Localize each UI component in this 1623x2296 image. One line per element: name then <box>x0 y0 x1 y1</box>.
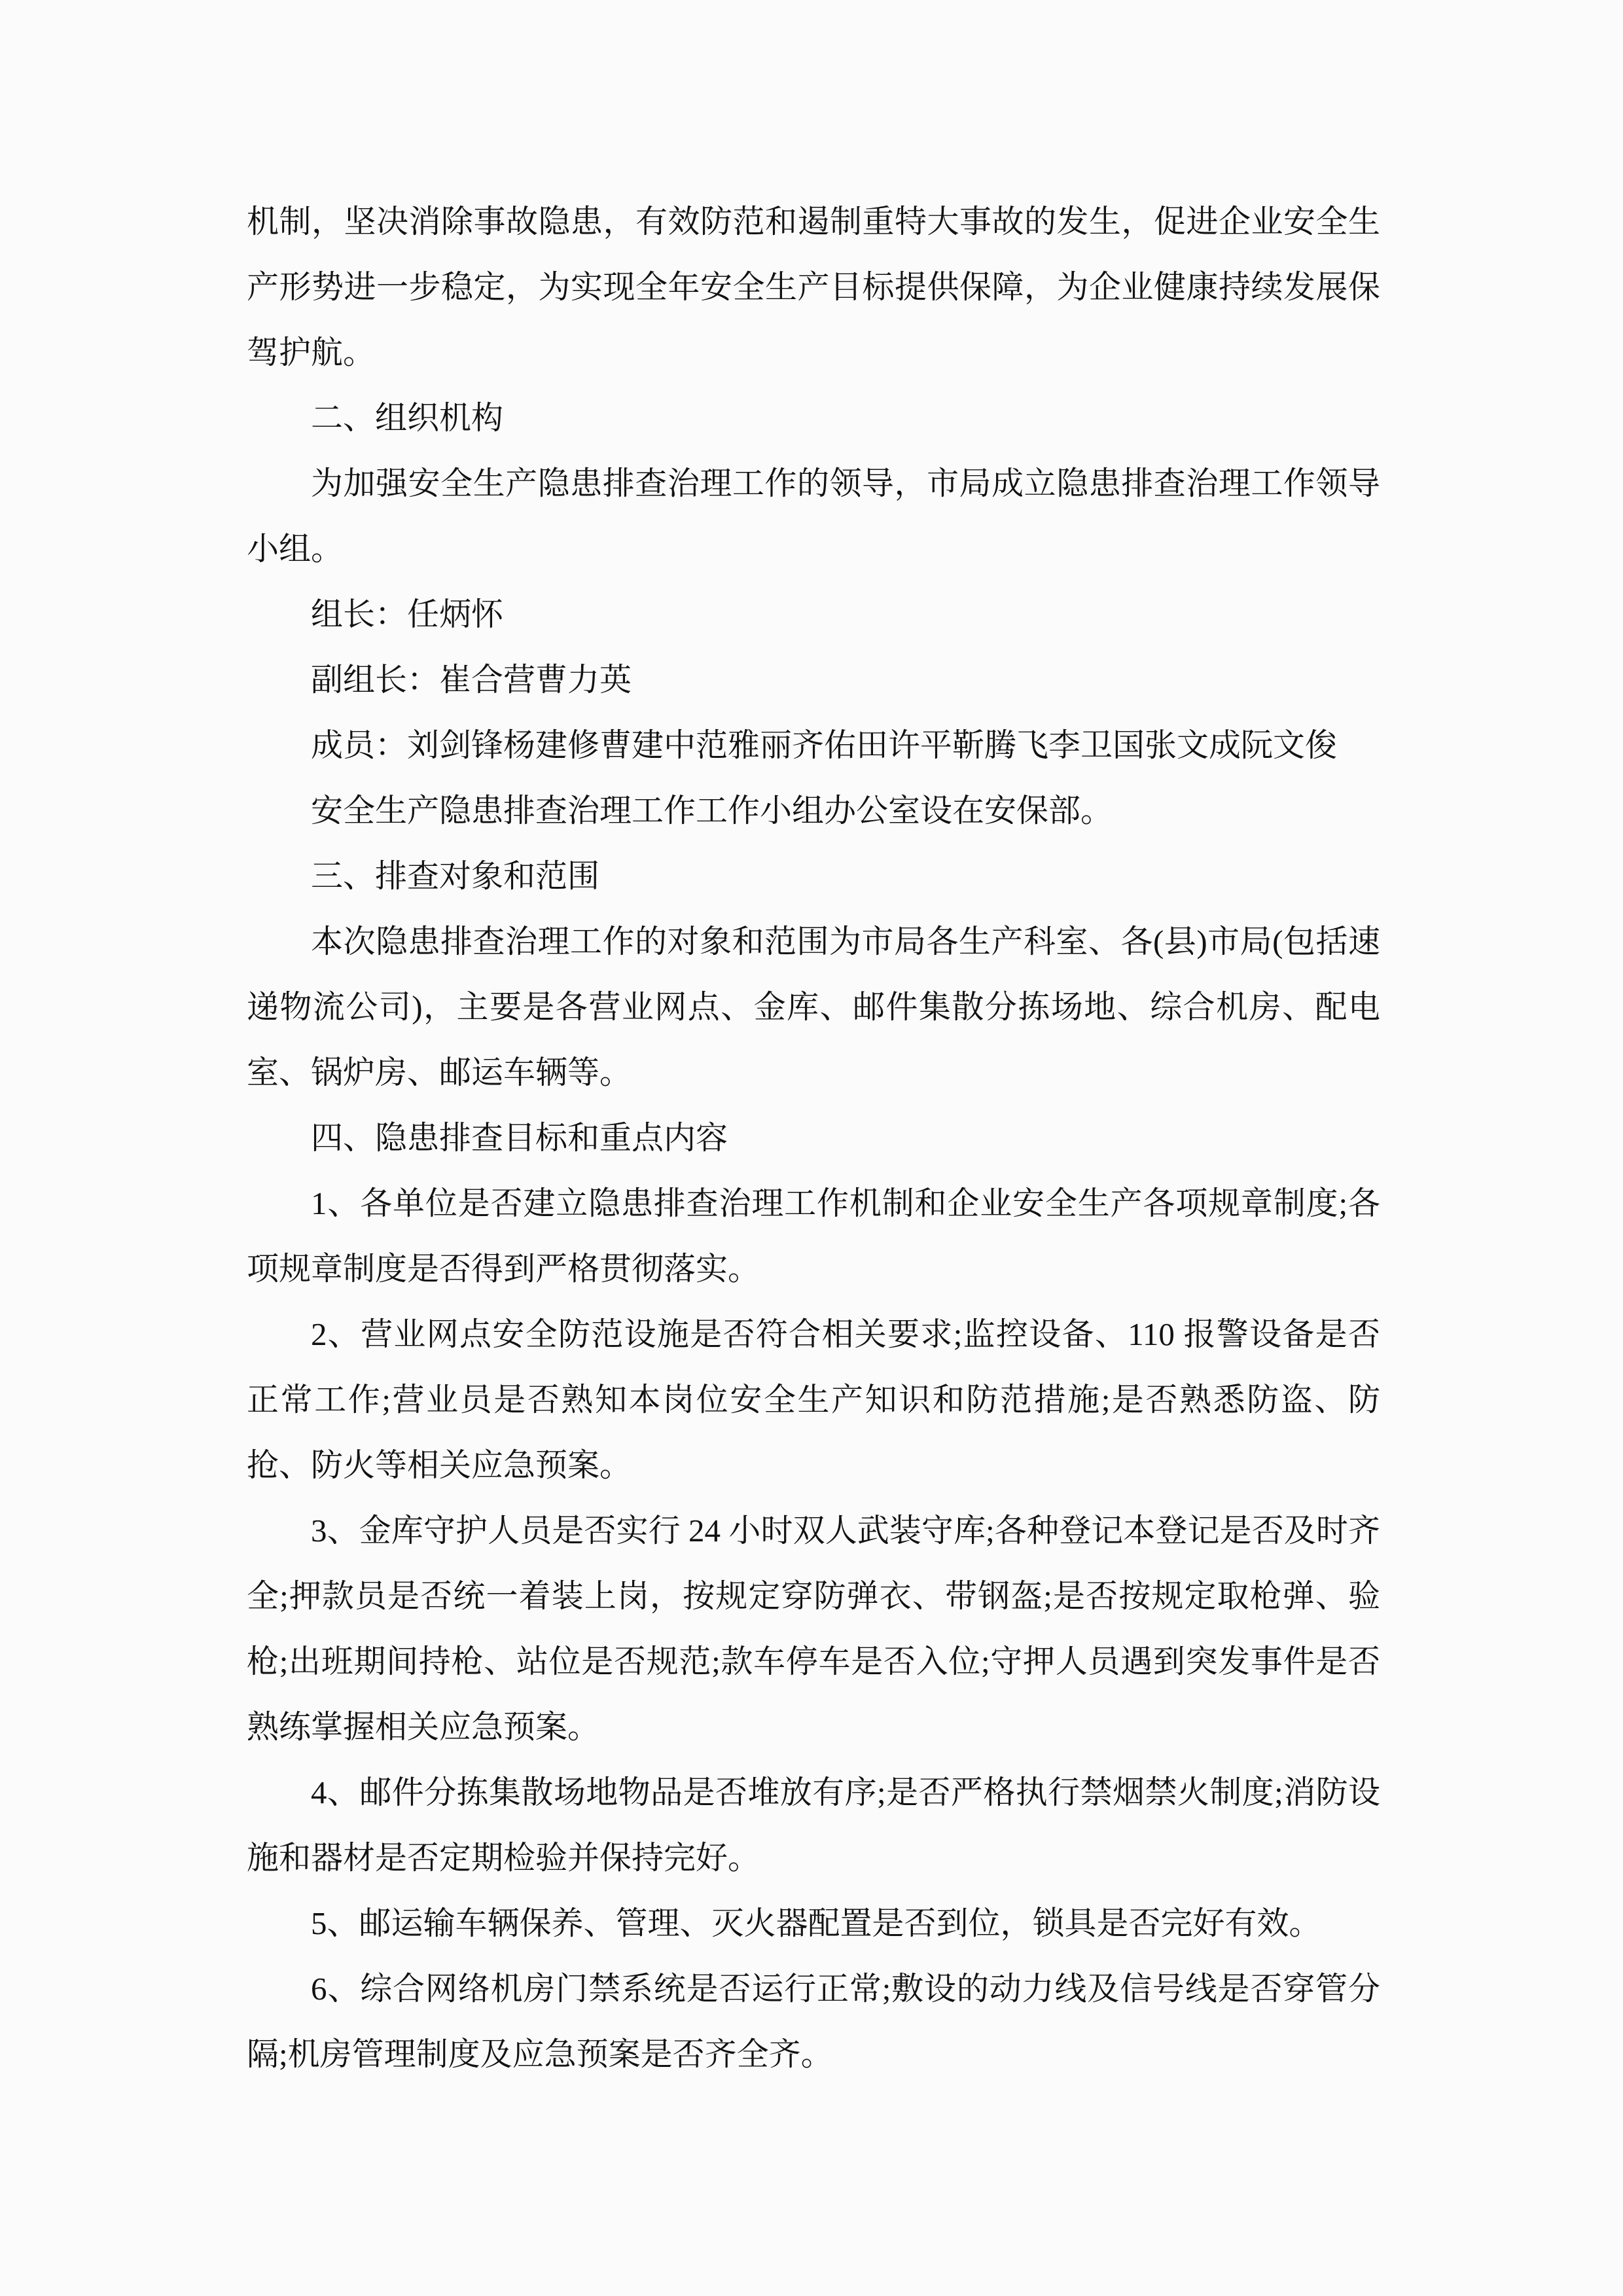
para-deputy-leaders: 副组长：崔合营曹力英 <box>311 662 632 698</box>
heading-inspection-scope: 三、排查对象和范围 <box>311 858 600 894</box>
heading-inspection-targets: 四、隐患排查目标和重点内容 <box>311 1120 728 1156</box>
para-item-3: 3、金库守护人员是否实行 24 小时双人武装守库;各种登记本登记是否及时齐全;押款员是否统一着装上岗，按规定穿防弹衣、带钢盔;是否按规定取枪弹、验枪;出班期间持枪、站位是否规范;款车停车是否入位;守押人员遇到突发事件是否熟练掌握相关应急预案。 <box>247 1513 1380 1745</box>
para-scope-detail: 本次隐患排查治理工作的对象和范围为市局各生产科室、各(县)市局(包括速递物流公司)，主要是各营业网点、金库、邮件集散分拣场地、综合机房、配电室、锅炉房、邮运车辆等。 <box>247 924 1380 1090</box>
para-item-4: 4、邮件分拣集散场地物品是否堆放有序;是否严格执行禁烟禁火制度;消防设施和器材是否定期检验并保持完好。 <box>247 1774 1380 1876</box>
para-item-1: 1、各单位是否建立隐患排查治理工作机制和企业安全生产各项规章制度;各项规章制度是否得到严格贯彻落实。 <box>247 1185 1380 1287</box>
para-item-6: 6、综合网络机房门禁系统是否运行正常;敷设的动力线及信号线是否穿管分隔;机房管理制度及应急预案是否齐全齐。 <box>247 1971 1380 2072</box>
para-leading-group: 为加强安全生产隐患排查治理工作的领导，市局成立隐患排查治理工作领导小组。 <box>247 465 1380 567</box>
para-item-5: 5、邮运输车辆保养、管理、灭火器配置是否到位，锁具是否完好有效。 <box>311 1905 1321 1941</box>
para-intro-continuation: 机制，坚决消除事故隐患，有效防范和遏制重特大事故的发生，促进企业安全生产形势进一步稳定，为实现全年安全生产目标提供保障，为企业健康持续发展保驾护航。 <box>247 204 1380 370</box>
para-members: 成员：刘剑锋杨建修曹建中范雅丽齐佑田许平靳腾飞李卫国张文成阮文俊 <box>311 727 1338 763</box>
document-text-block <box>247 189 1380 2087</box>
para-office-location: 安全生产隐患排查治理工作工作小组办公室设在安保部。 <box>311 793 1113 829</box>
para-item-2: 2、营业网点安全防范设施是否符合相关要求;监控设备、110 报警设备是否正常工作;营业员是否熟知本岗位安全生产知识和防范措施;是否熟悉防盗、防抢、防火等相关应急预案。 <box>247 1316 1380 1483</box>
para-group-leader: 组长：任炳怀 <box>311 596 504 632</box>
heading-organization: 二、组织机构 <box>311 400 504 436</box>
